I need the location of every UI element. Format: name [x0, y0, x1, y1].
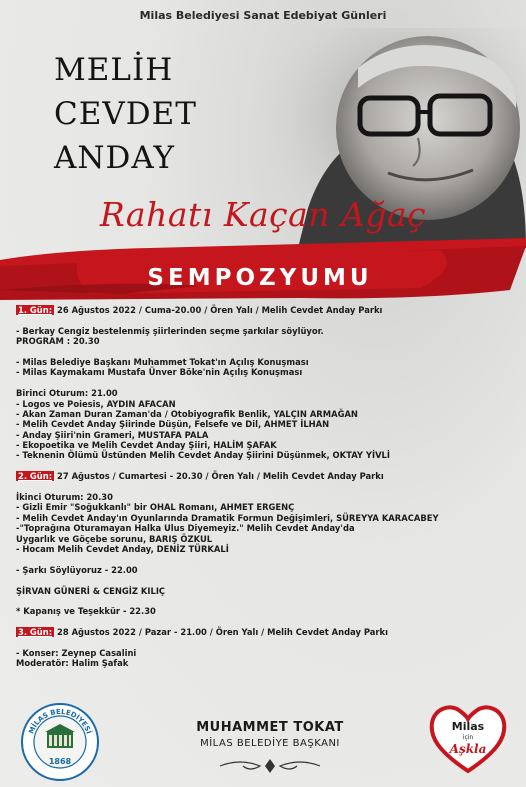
ornament-divider-icon: [215, 756, 325, 776]
program-spacer: [16, 315, 516, 325]
heart-logo-top: Milas: [451, 720, 485, 733]
program-line: - Logos ve Poiesis, AYDIN AFACAN: [16, 398, 176, 409]
program-spacer: [16, 575, 516, 585]
program-line: * Kapanış ve Teşekkür - 22.30: [16, 606, 156, 617]
day-label: 2. Gün:: [18, 471, 53, 482]
program-line: ŞİRVAN GÜNERİ & CENGİZ KILIÇ: [16, 585, 166, 596]
program-day-header: [16, 471, 516, 481]
program-spacer: [16, 378, 516, 388]
program-spacer: [16, 554, 516, 564]
program-day-header: [16, 305, 516, 315]
program-day-header: [16, 627, 516, 637]
program-list: [16, 305, 516, 669]
day-label: 1. Gün:: [18, 305, 53, 315]
poet-name-line-3: ANDAY: [54, 140, 175, 176]
program-line: PROGRAM : 20.30: [16, 336, 100, 347]
program-spacer: [16, 638, 516, 648]
mayor-title: MİLAS BELEDİYE BAŞKANI: [200, 738, 340, 749]
program-line: - Melih Cevdet Anday Şiirinde Düşün, Felsefe ve Dil, AHMET İLHAN: [16, 419, 330, 430]
program-line: Birinci Oturum: 21.00: [16, 388, 118, 399]
program-line: İkinci Oturum: 20.30: [16, 492, 113, 503]
program-spacer: [16, 617, 516, 627]
mayor-name: MUHAMMET TOKAT: [196, 720, 344, 735]
program-line: - Milas Belediye Başkanı Muhammet Tokat'ın Açılış Konuşması: [16, 356, 309, 367]
heart-logo-bottom: Aşkla: [449, 742, 487, 756]
milas-municipality-seal: [20, 702, 100, 782]
program-line: - Akan Zaman Duran Zaman'da / Otobiyografik Benlik, YALÇIN ARMAĞAN: [16, 408, 358, 419]
poet-name-line-2: CEVDET: [54, 96, 197, 132]
organizer-heading: Milas Belediyesi Sanat Edebiyat Günleri: [139, 9, 387, 22]
symposium-script-title: Rahatı Kaçan Ağaç: [99, 195, 427, 234]
program-line: Moderatör: Halim Şafak: [16, 658, 129, 669]
heart-logo-middle: için: [462, 734, 474, 741]
program-line: - Gizli Emir "Soğukkanlı" bir OHAL Romanı, AHMET ERGENÇ: [16, 502, 295, 513]
program-line: - Melih Cevdet Anday'ın Oyunlarında Dramatik Formun Değişimleri, SÜREYYA KARACABEY: [16, 512, 439, 523]
program-line: - Berkay Cengiz bestelenmiş şiirlerinden seçme şarkılar söylüyor.: [16, 325, 324, 336]
poet-name-line-1: MELİH: [54, 52, 174, 88]
milas-icin-askla-heart-logo: [428, 703, 508, 775]
program-spacer: [16, 596, 516, 606]
program-line: - Konser: Zeynep Casalini: [16, 647, 137, 658]
seal-text: MİLAS BELEDİYESİ: [27, 707, 93, 736]
program-line: - Hocam Melih Cevdet Anday, DENİZ TÜRKALİ: [16, 543, 229, 554]
program-line: - Milas Kaymakamı Mustafa Ünver Böke'nin Açılış Konuşması: [16, 367, 303, 378]
day-details: 27 Ağustos / Cumartesi - 20.30 / Ören Yalı / Melih Cevdet Anday Parkı: [54, 471, 384, 482]
program-line: - Ekopoetika ve Melih Cevdet Anday Şiiri, HALİM ŞAFAK: [16, 440, 277, 451]
program-spacer: [16, 461, 516, 471]
program-line: -"Toprağına Oturamayan Halka Ulus Diyemeyiz." Melih Cevdet Anday'da: [16, 523, 355, 534]
program-spacer: [16, 347, 516, 357]
program-line: - Teknenin Ölümü Üstünden Melih Cevdet Anday Şiirini Düşünmek, OKTAY YİVLİ: [16, 450, 391, 461]
day-details: 26 Ağustos 2022 / Cuma-20.00 / Ören Yalı / Melih Cevdet Anday Parkı: [54, 305, 383, 315]
program-line: Uygarlık ve Göçebe sorunu, BARIŞ ÖZKUL: [16, 533, 213, 544]
seal-year: 1868: [48, 757, 72, 766]
symposium-subtitle: SEMPOZYUMU: [147, 265, 373, 291]
program-spacer: [16, 482, 516, 492]
day-details: 28 Ağustos 2022 / Pazar - 21.00 / Ören Yalı / Melih Cevdet Anday Parkı: [54, 627, 388, 638]
program-line: - Anday Şiiri'nin Grameri, MUSTAFA PALA: [16, 429, 209, 440]
program-line: - Şarkı Söylüyoruz - 22.00: [16, 564, 138, 575]
day-label: 3. Gün:: [18, 627, 53, 638]
